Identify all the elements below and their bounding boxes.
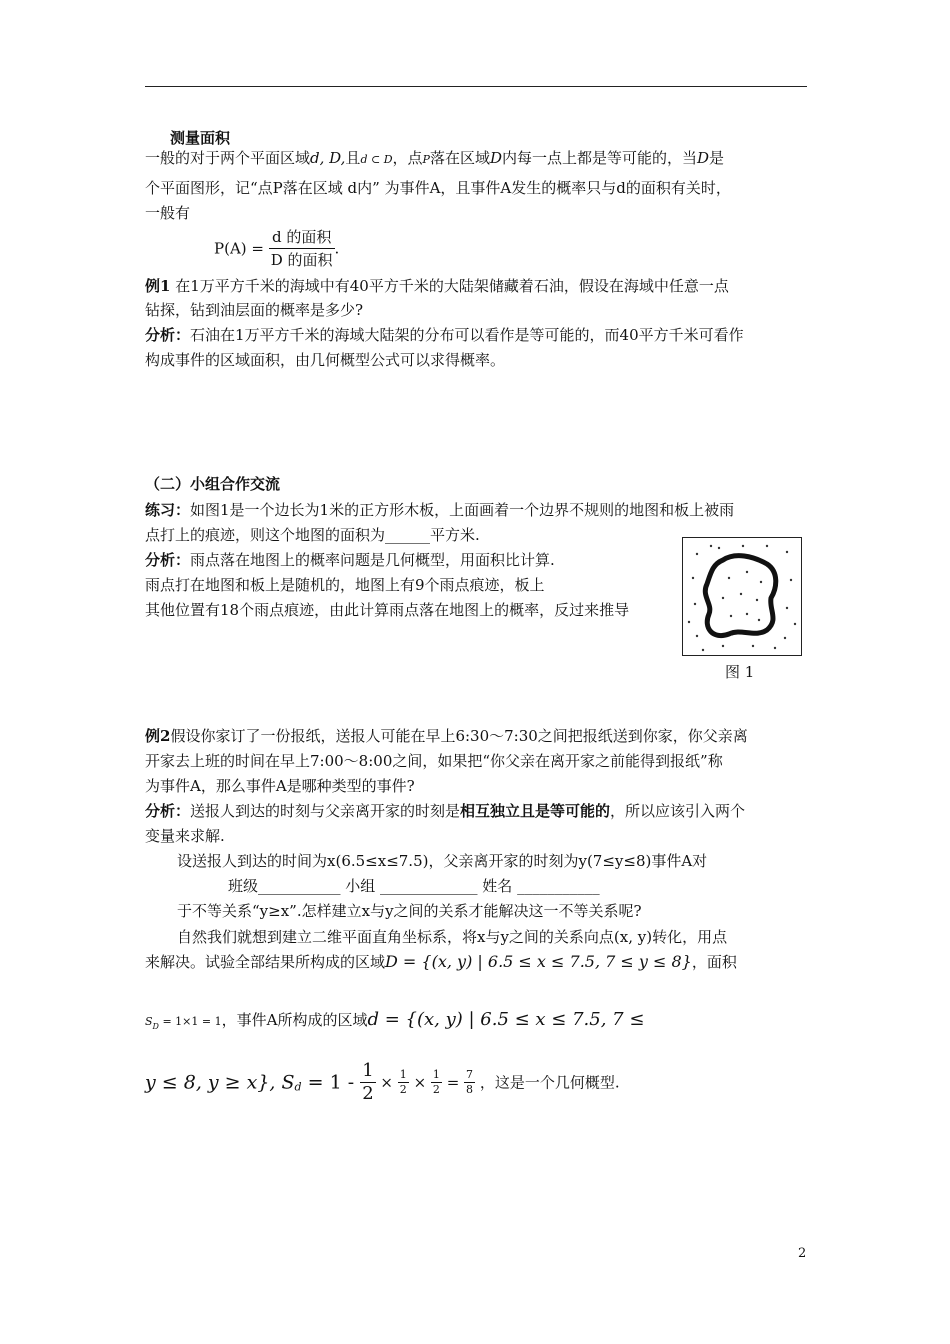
example2-line: 例2假设你家订了一份报纸，送报人可能在早上6:30～7:30之间把报纸送到你家，你父亲离 — [145, 727, 748, 745]
example1-analysis: 分析：石油在1万平方千米的海域大陆架的分布可以看作是等可能的，而40平方千米可看作 — [145, 326, 744, 344]
rain-map-illustration — [683, 538, 801, 655]
example2-formula-line: y ≤ 8, y ≥ x}, $S_d = 1$ - $\frac{1}{2}$ × $\frac{1}{2}$ × $\frac{1}{2}$ = $\frac{7}{8}$ ，这是一个几何概型. — [145, 1060, 620, 1104]
section2-heading: （二）小组合作交流 — [145, 475, 281, 493]
header-rule — [145, 86, 807, 87]
practice-analysis-line: 雨点打在地图和板上是随机的，地图上有9个雨点痕迹，板上 — [145, 576, 545, 594]
example1-analysis-line: 构成事件的区域面积，由几何概型公式可以求得概率。 — [145, 351, 506, 369]
paragraph-line: 一般有 — [145, 204, 191, 222]
probability-formula: P(A) = $\frac{\text{d 的面积}}{\text{D 的面积}}$ . — [214, 228, 340, 269]
rain-map-figure — [682, 537, 802, 656]
practice-line: 练习：如图1是一个边长为1米的正方形木板，上面画着一个边界不规则的地图和板上被雨 — [145, 501, 735, 519]
example2-paragraph: 于不等关系“y≥x”.怎样建立x与y之间的关系才能解决这一不等关系呢? — [177, 902, 642, 920]
section-heading-area: 测量面积 — [170, 129, 231, 147]
figure-caption: 图 1 — [725, 663, 755, 681]
practice-analysis-line: 其他位置有18个雨点痕迹，由此计算雨点落在地图上的概率，反过来推导 — [145, 601, 630, 619]
example2-paragraph: 设送报人到达的时间为x(6.5≤x≤7.5)，父亲离开家的时刻为y(7≤y≤8)事件A对 — [177, 852, 708, 870]
paragraph-line: 个平面图形，记“点P落在区域 d内” 为事件A，且事件A发生的概率只与d的面积有关时， — [145, 179, 731, 197]
example1-line: 钻探，钻到油层面的概率是多少? — [145, 301, 364, 319]
paragraph-line: 一般的对于两个平面区域d, D,且d ⊂ D，点P落在区域D内每一点上都是等可能的，当D是 — [145, 149, 725, 167]
example2-line: 开家去上班的时间在早上7:00～8:00之间，如果把“你父亲在离开家之前能得到报纸”称 — [145, 752, 723, 770]
example2-paragraph: $S_D = 1\times 1 = 1$，事件A所构成的区域d = {(x, y) | 6.5 ≤ x ≤ 7.5, 7 ≤ — [145, 1009, 645, 1031]
class-info-line: 班级___________ 小组 _____________ 姓名 ___________ — [228, 877, 600, 895]
example2-analysis: 分析：送报人到达的时刻与父亲离开家的时刻是相互独立且是等可能的，所以应该引入两个 — [145, 802, 746, 820]
example2-analysis-line: 变量来求解. — [145, 827, 225, 845]
example2-paragraph: 来解决。试验全部结果所构成的区域D = {(x, y) | 6.5 ≤ x ≤ 7.5, 7 ≤ y ≤ 8}，面积 — [145, 952, 737, 971]
practice-analysis: 分析：雨点落在地图上的概率问题是几何概型，用面积比计算. — [145, 551, 555, 569]
example2-paragraph: 自然我们就想到建立二维平面直角坐标系，将x与y之间的关系向点(x, y)转化，用点 — [177, 928, 728, 946]
practice-line: 点打上的痕迹，则这个地图的面积为______平方米. — [145, 526, 480, 544]
map-boundary — [705, 556, 775, 636]
example2-line: 为事件A，那么事件A是哪种类型的事件? — [145, 777, 415, 795]
example1-line: 例1 在1万平方千米的海域中有40平方千米的大陆架储藏着石油，假设在海域中任意一点 — [145, 277, 729, 295]
page-number: 2 — [798, 1246, 807, 1261]
